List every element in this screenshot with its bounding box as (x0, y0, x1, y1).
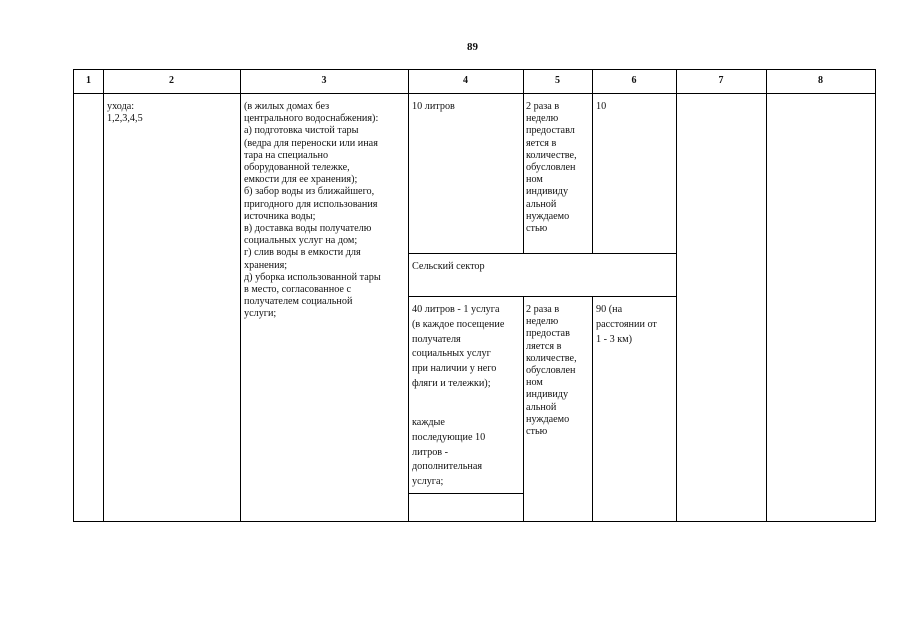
col-divider (766, 70, 767, 521)
header-cell-3: 3 (321, 75, 327, 86)
service-description-cell: (в жилых домах без центрального водоснабжения): а) подготовка чистой тары (ведра для переноски или иная тара на специально оборудованной тележке, емкости для ее хранения); б) забор воды из ближайшего, пригодного для использования источника воды; в) доставка воды получателю социальных услуг на дом; г) слив воды в емкости для хранения; д) уборка использованной тары в место, согласованное с получателем социальной услуги; (244, 101, 381, 320)
header-cell-8: 8 (818, 75, 823, 86)
row-divider (408, 296, 676, 297)
row-divider (408, 253, 676, 254)
urban-volume-cell: 10 литров (412, 101, 455, 112)
header-cell-5: 5 (555, 75, 560, 86)
col-divider (592, 296, 593, 521)
header-cell-7: 7 (718, 75, 724, 86)
urban-frequency-cell: 2 раза в неделю предоставл яется в количестве, обусловлен ном индивиду альной нуждаемо стью (526, 101, 577, 235)
row-divider (408, 493, 523, 494)
header-cell-1: 1 (86, 75, 91, 86)
rural-time-cell: 90 (на расстоянии от 1 - 3 км) (596, 304, 657, 345)
rural-sector-label: Сельский сектор (412, 261, 485, 272)
header-divider (74, 93, 875, 94)
col-divider (523, 70, 524, 253)
rural-volume-cell: 40 литров - 1 услуга (в каждое посещение получателя социальных услуг при наличии у него фляги и тележки); (412, 304, 505, 389)
service-name-cell: ухода: 1,2,3,4,5 (107, 101, 143, 125)
col-divider (240, 70, 241, 521)
col-divider (676, 70, 677, 521)
header-cell-4: 4 (463, 75, 468, 86)
services-table (73, 69, 876, 522)
rural-extra-volume-cell: каждые последующие 10 литров - дополнительная услуга; (412, 417, 486, 488)
col-divider (103, 70, 104, 521)
rural-frequency-cell: 2 раза в неделю предостав ляется в количестве, обусловлен ном индивиду альной нуждаемо стью (526, 304, 577, 438)
urban-time-cell: 10 (596, 101, 607, 112)
col-divider (592, 70, 593, 253)
page-number: 89 (467, 41, 478, 53)
header-cell-2: 2 (169, 75, 174, 86)
header-cell-6: 6 (631, 75, 637, 86)
